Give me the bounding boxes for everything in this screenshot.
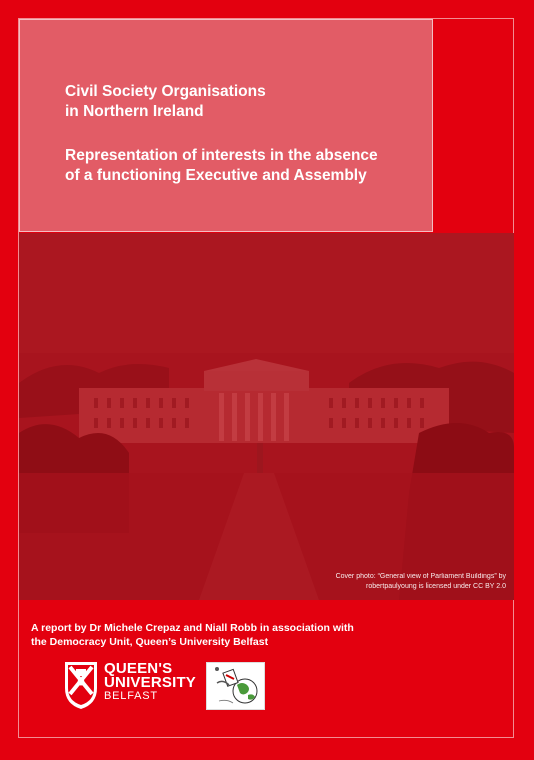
subtitle-line-2: of a functioning Executive and Assembly xyxy=(65,167,367,184)
qub-line-1: QUEEN'S xyxy=(104,660,173,677)
title-line-2: in Northern Ireland xyxy=(65,103,204,120)
photo-credit-line-2: robertpaulyoung is licensed under CC BY 2.0 xyxy=(366,583,506,590)
report-authors-line-2: the Democracy Unit, Queen’s University Belfast xyxy=(31,636,269,648)
ballot-globe-icon xyxy=(207,663,264,709)
qub-line-2: UNIVERSITY xyxy=(104,674,197,691)
qub-wordmark xyxy=(104,662,196,703)
qub-line-3: BELFAST xyxy=(104,690,158,702)
subtitle-line-1: Representation of interests in the absence xyxy=(65,147,378,164)
photo-credit xyxy=(336,572,506,592)
parliament-buildings-image xyxy=(19,233,514,600)
qub-crest-icon xyxy=(63,660,99,710)
cover-photo xyxy=(19,233,514,600)
report-authors-line-1: A report by Dr Michele Crepaz and Niall Robb in association with xyxy=(31,622,354,634)
title-panel xyxy=(19,19,433,232)
title-line-1: Civil Society Organisations xyxy=(65,83,266,100)
democracy-unit-logo xyxy=(206,662,265,710)
photo-credit-line-1: Cover photo: “General view of Parliament Buildings” by xyxy=(335,573,506,580)
